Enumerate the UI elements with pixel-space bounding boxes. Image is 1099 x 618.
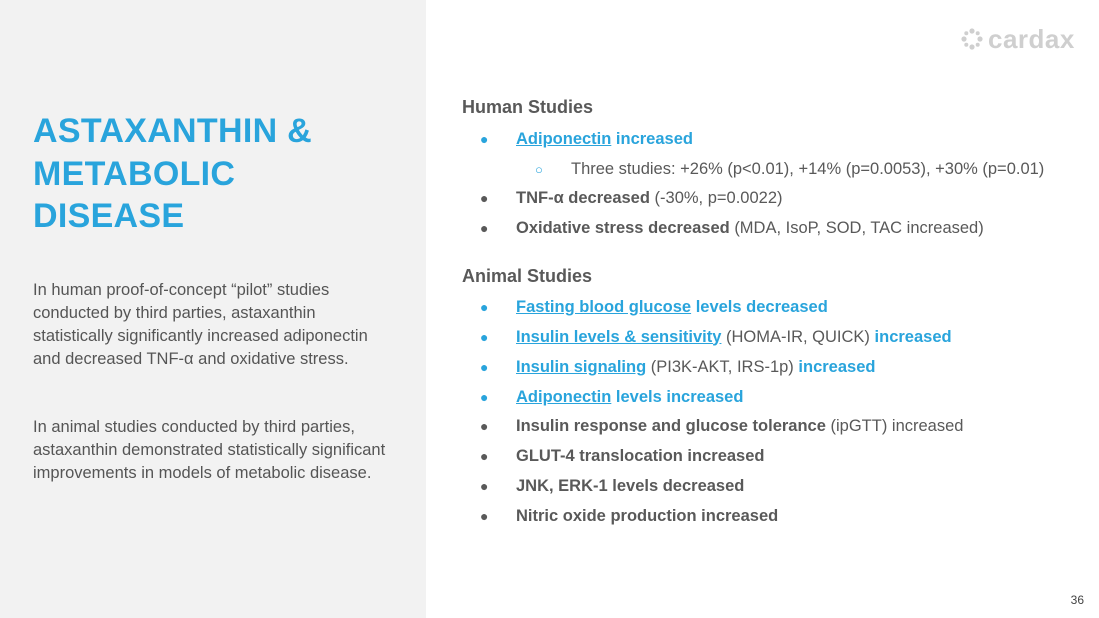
link-insulin-levels[interactable]: Insulin levels & sensitivity	[516, 327, 722, 346]
list-item-human-adiponectin: ● Adiponectin increased	[480, 129, 693, 148]
bullet-icon: ●	[480, 448, 489, 464]
slide-title	[33, 110, 413, 238]
bullet-icon: ●	[480, 478, 489, 494]
bullet-icon: ●	[480, 389, 489, 405]
list-item-oxidative-stress: ● Oxidative stress decreased (MDA, IsoP, SOD, TAC increased)	[480, 218, 984, 237]
logo-text: cardax	[988, 23, 1075, 54]
list-item-glut4: ● GLUT-4 translocation increased	[480, 446, 765, 465]
list-item-insulin-levels: ● Insulin levels & sensitivity (HOMA-IR, QUICK) increased	[480, 327, 952, 346]
bullet-icon: ●	[480, 131, 489, 147]
list-item-nitric-oxide: ● Nitric oxide production increased	[480, 506, 779, 525]
title-line-2: METABOLIC	[33, 154, 236, 193]
heading-human-studies: Human Studies	[462, 97, 594, 117]
sub-item-three-studies: ○ Three studies: +26% (p<0.01), +14% (p=0.0053), +30% (p=0.01)	[535, 159, 1045, 178]
list-item-fasting-glucose: ● Fasting blood glucose levels decreased	[480, 297, 828, 316]
bullet-icon: ●	[480, 299, 489, 315]
summary-paragraph-human: In human proof-of-concept “pilot” studies conducted by third parties, astaxanthin statistically significantly increased adiponectin and decreased TNF-α and oxidative stress.	[33, 281, 368, 368]
list-item-jnk: ● JNK, ERK-1 levels decreased	[480, 476, 745, 495]
title-line-1: ASTAXANTHIN &	[33, 112, 313, 150]
summary-paragraph-animal: In animal studies conducted by third parties, astaxanthin demonstrated statistically significant improvements in models of metabolic disease.	[33, 418, 386, 482]
cardax-logo	[960, 24, 1075, 54]
link-insulin-signaling[interactable]: Insulin signaling	[516, 357, 647, 376]
cardax-logo-icon	[960, 27, 984, 51]
bullet-icon: ●	[480, 329, 489, 345]
bullet-icon: ●	[480, 418, 489, 434]
bullet-icon: ●	[480, 190, 489, 206]
hollow-bullet-icon: ○	[535, 161, 543, 177]
title-line-3: DISEASE	[33, 197, 185, 235]
link-adiponectin-animal[interactable]: Adiponectin	[516, 387, 612, 406]
heading-animal-studies: Animal Studies	[462, 266, 593, 286]
bullet-icon: ●	[480, 508, 489, 524]
list-item-insulin-signaling: ● Insulin signaling (PI3K-AKT, IRS-1p) increased	[480, 357, 876, 376]
list-item-insulin-response: ● Insulin response and glucose tolerance (ipGTT) increased	[480, 416, 964, 435]
link-adiponectin[interactable]: Adiponectin	[516, 129, 612, 148]
page-number: 36	[1070, 593, 1084, 607]
bullet-icon: ●	[480, 220, 489, 236]
link-fasting-blood-glucose[interactable]: Fasting blood glucose	[516, 297, 692, 316]
list-item-tnf: ● TNF-α decreased (-30%, p=0.0022)	[480, 188, 783, 207]
bullet-icon: ●	[480, 359, 489, 375]
list-item-animal-adiponectin: ● Adiponectin levels increased	[480, 387, 744, 406]
